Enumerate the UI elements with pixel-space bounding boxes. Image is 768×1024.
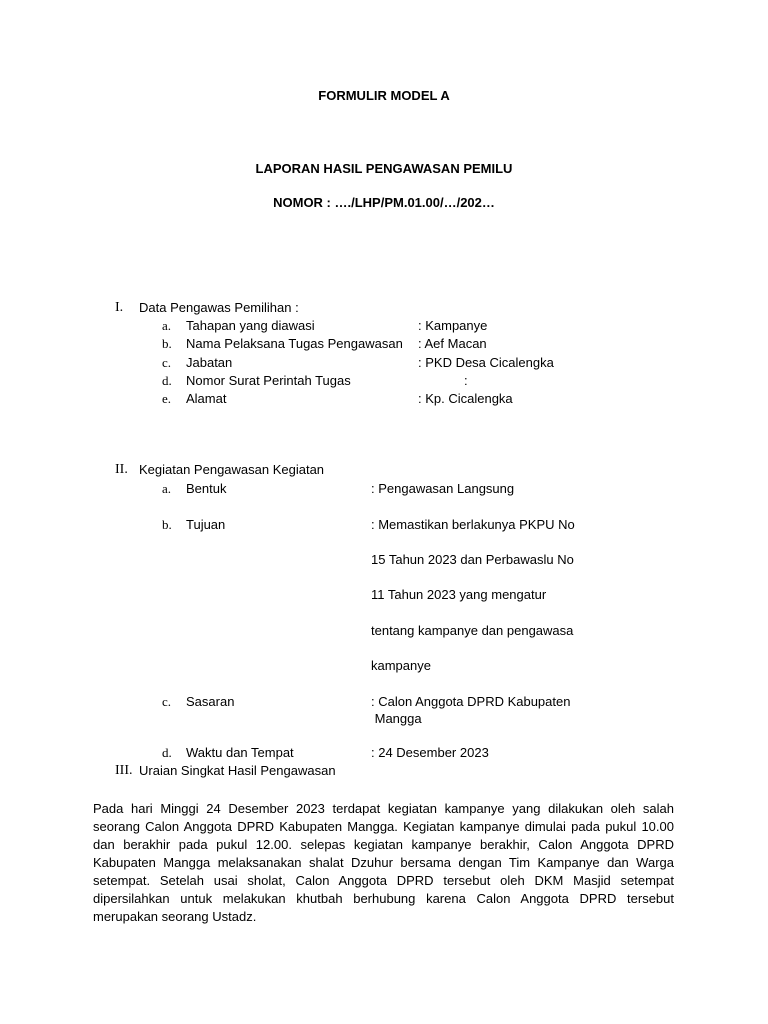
report-number: NOMOR : …./LHP/PM.01.00/…/202… — [273, 195, 495, 210]
section2-item-letter: c. — [162, 694, 172, 709]
section1-item-label: Nomor Surat Perintah Tugas — [186, 373, 351, 388]
section2-item-label: Waktu dan Tempat — [186, 745, 294, 760]
section1-item-letter: d. — [162, 373, 172, 388]
section2-item-value: 11 Tahun 2023 yang mengatur — [371, 587, 547, 602]
section1-item-label: Alamat — [186, 391, 227, 406]
section2-item-value: tentang kampanye dan pengawasa — [371, 623, 574, 638]
section2-item-label: Tujuan — [186, 517, 226, 532]
section2-item-label: Bentuk — [186, 481, 227, 496]
section1-item-letter: b. — [162, 336, 172, 351]
section1-item-letter: c. — [162, 355, 172, 370]
report-title: LAPORAN HASIL PENGAWASAN PEMILU — [255, 161, 513, 176]
section1-item-label: Nama Pelaksana Tugas Pengawasan — [186, 336, 403, 351]
form-title: FORMULIR MODEL A — [318, 88, 450, 103]
section2-numeral: II. — [115, 462, 128, 477]
section2-item-value: : Pengawasan Langsung — [371, 481, 515, 496]
section2-item-value: Mangga — [371, 711, 422, 726]
section1-item-value: : Aef Macan — [418, 336, 487, 351]
section1-title: Data Pengawas Pemilihan : — [139, 300, 299, 315]
section1-item-letter: e. — [162, 391, 172, 406]
section1-item-value: : Kp. Cicalengka — [418, 391, 513, 406]
section2-item-letter: b. — [162, 517, 172, 532]
section1-numeral: I. — [115, 300, 124, 315]
section2-title: Kegiatan Pengawasan Kegiatan — [139, 462, 325, 477]
section2-item-value: : Calon Anggota DPRD Kabupaten — [371, 694, 571, 709]
section1-item-label: Jabatan — [186, 355, 233, 370]
section1-item-value: : Kampanye — [418, 318, 488, 333]
section2-item-value: 15 Tahun 2023 dan Perbawaslu No — [371, 552, 574, 567]
section2-item-letter: d. — [162, 745, 172, 760]
summary-paragraph: Pada hari Minggi 24 Desember 2023 terdapat kegiatan kampanye yang dilakukan oleh salah seorang Calon Anggota DPRD Kabupaten Mangga. Kegiatan kampanye dimulai pada pukul 10.00 dan berakhir pada pukul 12.00. selepas kegiatan kampanye berakhir, Calon Anggota DPRD Kabupaten Mangga melaksanakan shalat Dzuhur bersama dengan Tim Kampanye dan Warga setempat. Setelah usai sholat, Calon Anggota DPRD tersebut oleh DKM Masjid setempat dipersilahkan untuk melakukan khutbah berhubung karena Calon Anggota DPRD tersebut merupakan seorang Ustadz. — [93, 801, 674, 924]
section3-numeral: III. — [115, 763, 133, 778]
section2-item-value: : 24 Desember 2023 — [371, 745, 489, 760]
section1-item-value: : PKD Desa Cicalengka — [418, 355, 554, 370]
section1-item-label: Tahapan yang diawasi — [186, 318, 315, 333]
section2-item-letter: a. — [162, 481, 172, 496]
section1-item-letter: a. — [162, 318, 172, 333]
section1-item-value: : — [464, 373, 468, 388]
section2-item-value: kampanye — [371, 658, 431, 673]
section3-title: Uraian Singkat Hasil Pengawasan — [139, 763, 336, 778]
section2-item-value: : Memastikan berlakunya PKPU No — [371, 517, 575, 532]
section2-item-label: Sasaran — [186, 694, 235, 709]
